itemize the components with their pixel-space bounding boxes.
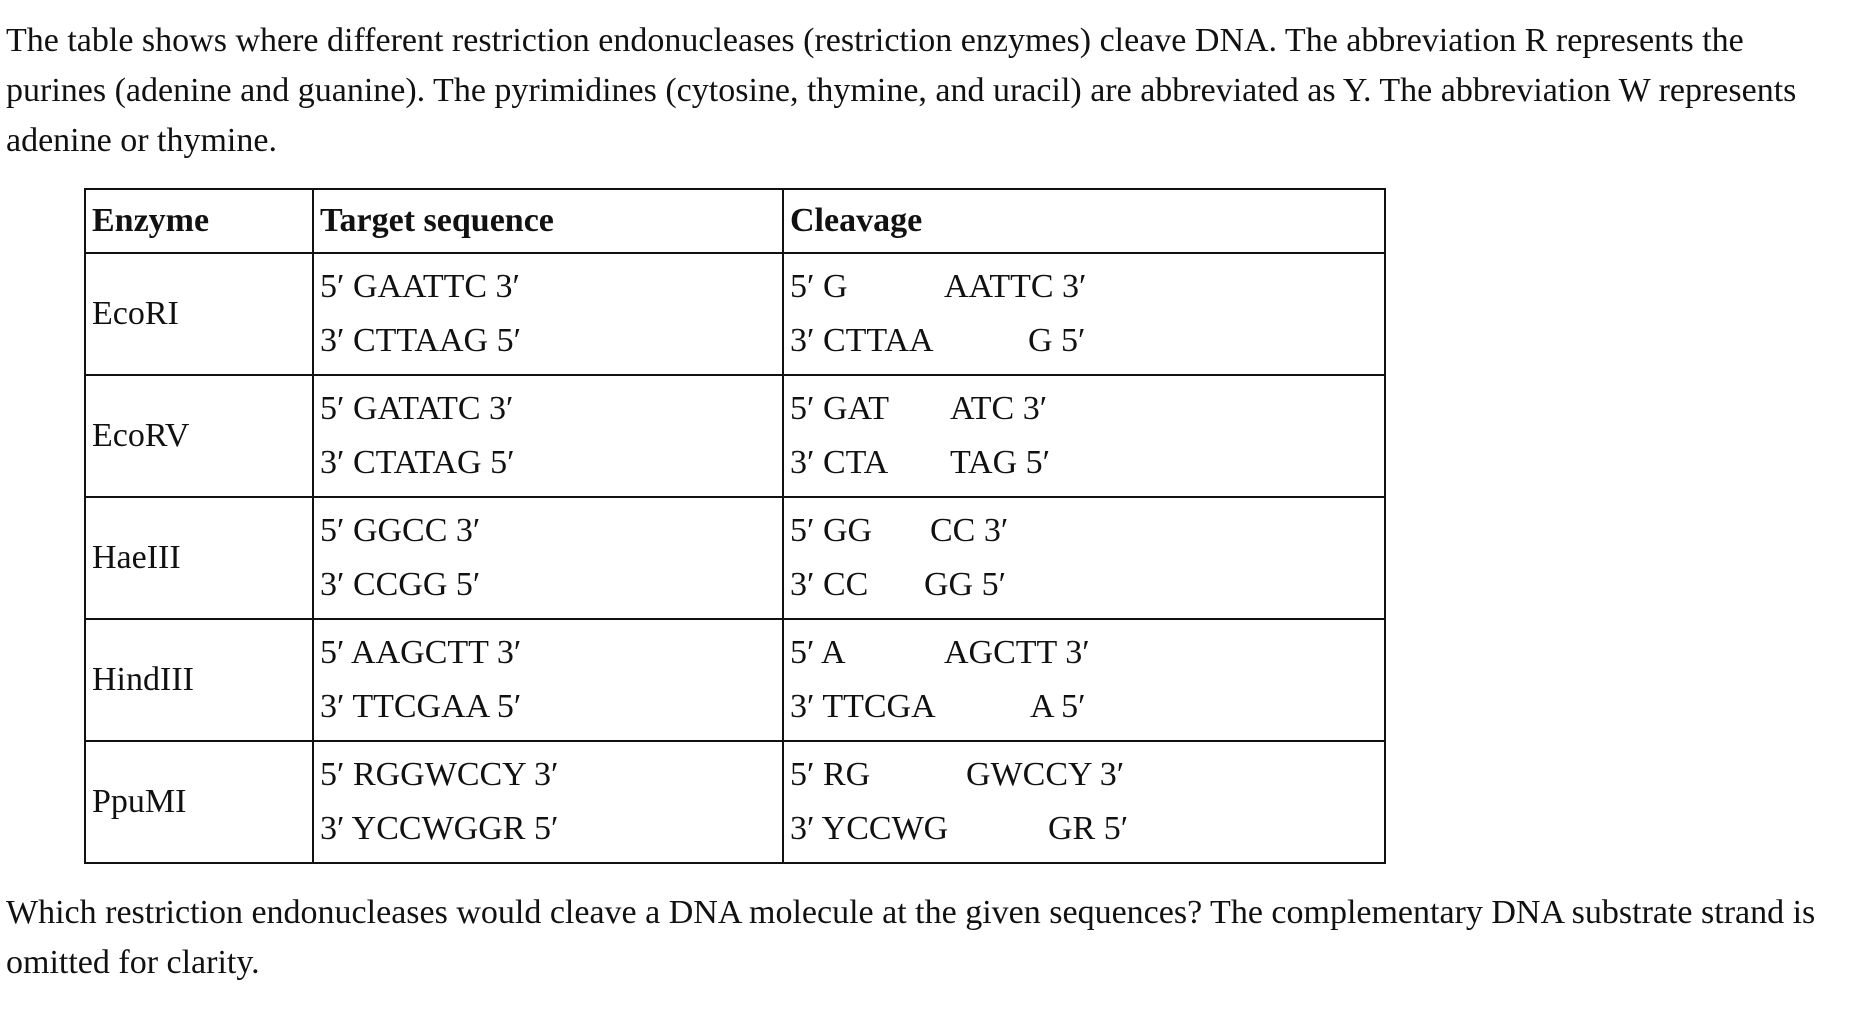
enzyme-name: HaeIII	[85, 497, 313, 619]
cleavage-bottom-strand	[790, 314, 1384, 368]
header-cleavage: Cleavage	[783, 189, 1385, 253]
cleavage-fragment-right: GG 5′	[924, 566, 1007, 603]
enzyme-name: PpuMI	[85, 741, 313, 863]
target-sequence-cell	[313, 619, 783, 741]
cleavage-fragment-right: ATC 3′	[950, 390, 1048, 427]
cleavage-cell	[783, 619, 1385, 741]
question-paragraph: Which restriction endonucleases would cleave a DNA molecule at the given sequences? The complementary DNA substrate strand is omitted for clarity.	[6, 894, 1816, 981]
cleavage-fragment-left: 5′ GAT	[790, 390, 890, 427]
table-row	[85, 497, 1385, 619]
cleavage-fragment-right: AATTC 3′	[944, 268, 1087, 305]
target-top-strand: 5′ GAATTC 3′	[320, 268, 520, 305]
cleavage-fragment-left: 5′ RG	[790, 756, 871, 793]
cleavage-cell	[783, 741, 1385, 863]
cleavage-fragment-left: 3′ CC	[790, 566, 869, 603]
cleavage-fragment-right: TAG 5′	[950, 444, 1051, 481]
cleavage-top-strand	[790, 382, 1384, 436]
target-sequence-cell	[313, 741, 783, 863]
restriction-enzyme-table	[84, 188, 1386, 864]
table-row	[85, 253, 1385, 375]
target-bottom-strand: 3′ TTCGAA 5′	[320, 688, 522, 725]
table-row	[85, 619, 1385, 741]
cleavage-fragment-right: GWCCY 3′	[966, 756, 1125, 793]
target-bottom-strand: 3′ CTATAG 5′	[320, 444, 515, 481]
cleavage-fragment-left: 3′ TTCGA	[790, 688, 936, 725]
cleavage-top-strand	[790, 748, 1384, 802]
cleavage-bottom-strand	[790, 436, 1384, 490]
target-bottom-strand: 3′ YCCWGGR 5′	[320, 810, 559, 847]
cleavage-bottom-strand	[790, 680, 1384, 734]
target-bottom-strand: 3′ CTTAAG 5′	[320, 322, 522, 359]
cleavage-cell	[783, 497, 1385, 619]
cleavage-fragment-left: 5′ GG	[790, 512, 873, 549]
cleavage-fragment-left: 3′ CTTAA	[790, 322, 934, 359]
cleavage-fragment-right: G 5′	[1028, 322, 1086, 359]
enzyme-name: EcoRI	[85, 253, 313, 375]
target-top-strand: 5′ GGCC 3′	[320, 512, 481, 549]
cleavage-fragment-left: 3′ YCCWG	[790, 810, 949, 847]
cleavage-bottom-strand	[790, 802, 1384, 856]
restriction-enzyme-table-container	[84, 188, 1384, 864]
intro-paragraph: The table shows where different restriction endonucleases (restriction enzymes) cleave DNA. The abbreviation R represents the purines (adenine and guanine). The pyrimidines (cytosine, thymine, and uracil) are abbreviated as Y. The abbreviation W represents adenine or thymine.	[6, 22, 1797, 159]
cleavage-fragment-right: CC 3′	[930, 512, 1009, 549]
cleavage-fragment-right: A 5′	[1030, 688, 1086, 725]
target-sequence-cell	[313, 497, 783, 619]
cleavage-fragment-left: 3′ CTA	[790, 444, 889, 481]
cleavage-fragment-left: 5′ A	[790, 634, 846, 671]
cleavage-fragment-right: GR 5′	[1048, 810, 1129, 847]
enzyme-name: EcoRV	[85, 375, 313, 497]
target-top-strand: 5′ RGGWCCY 3′	[320, 756, 559, 793]
cleavage-fragment-left: 5′ G	[790, 268, 848, 305]
target-sequence-cell	[313, 375, 783, 497]
enzyme-name: HindIII	[85, 619, 313, 741]
table-row	[85, 741, 1385, 863]
cleavage-top-strand	[790, 626, 1384, 680]
target-bottom-strand: 3′ CCGG 5′	[320, 566, 481, 603]
cleavage-bottom-strand	[790, 558, 1384, 612]
cleavage-top-strand	[790, 504, 1384, 558]
target-sequence-cell	[313, 253, 783, 375]
target-top-strand: 5′ GATATC 3′	[320, 390, 514, 427]
header-target-sequence: Target sequence	[313, 189, 783, 253]
cleavage-cell	[783, 253, 1385, 375]
table-header-row	[85, 189, 1385, 253]
cleavage-fragment-right: AGCTT 3′	[944, 634, 1090, 671]
cleavage-top-strand	[790, 260, 1384, 314]
cleavage-cell	[783, 375, 1385, 497]
header-enzyme: Enzyme	[85, 189, 313, 253]
table-row	[85, 375, 1385, 497]
target-top-strand: 5′ AAGCTT 3′	[320, 634, 522, 671]
